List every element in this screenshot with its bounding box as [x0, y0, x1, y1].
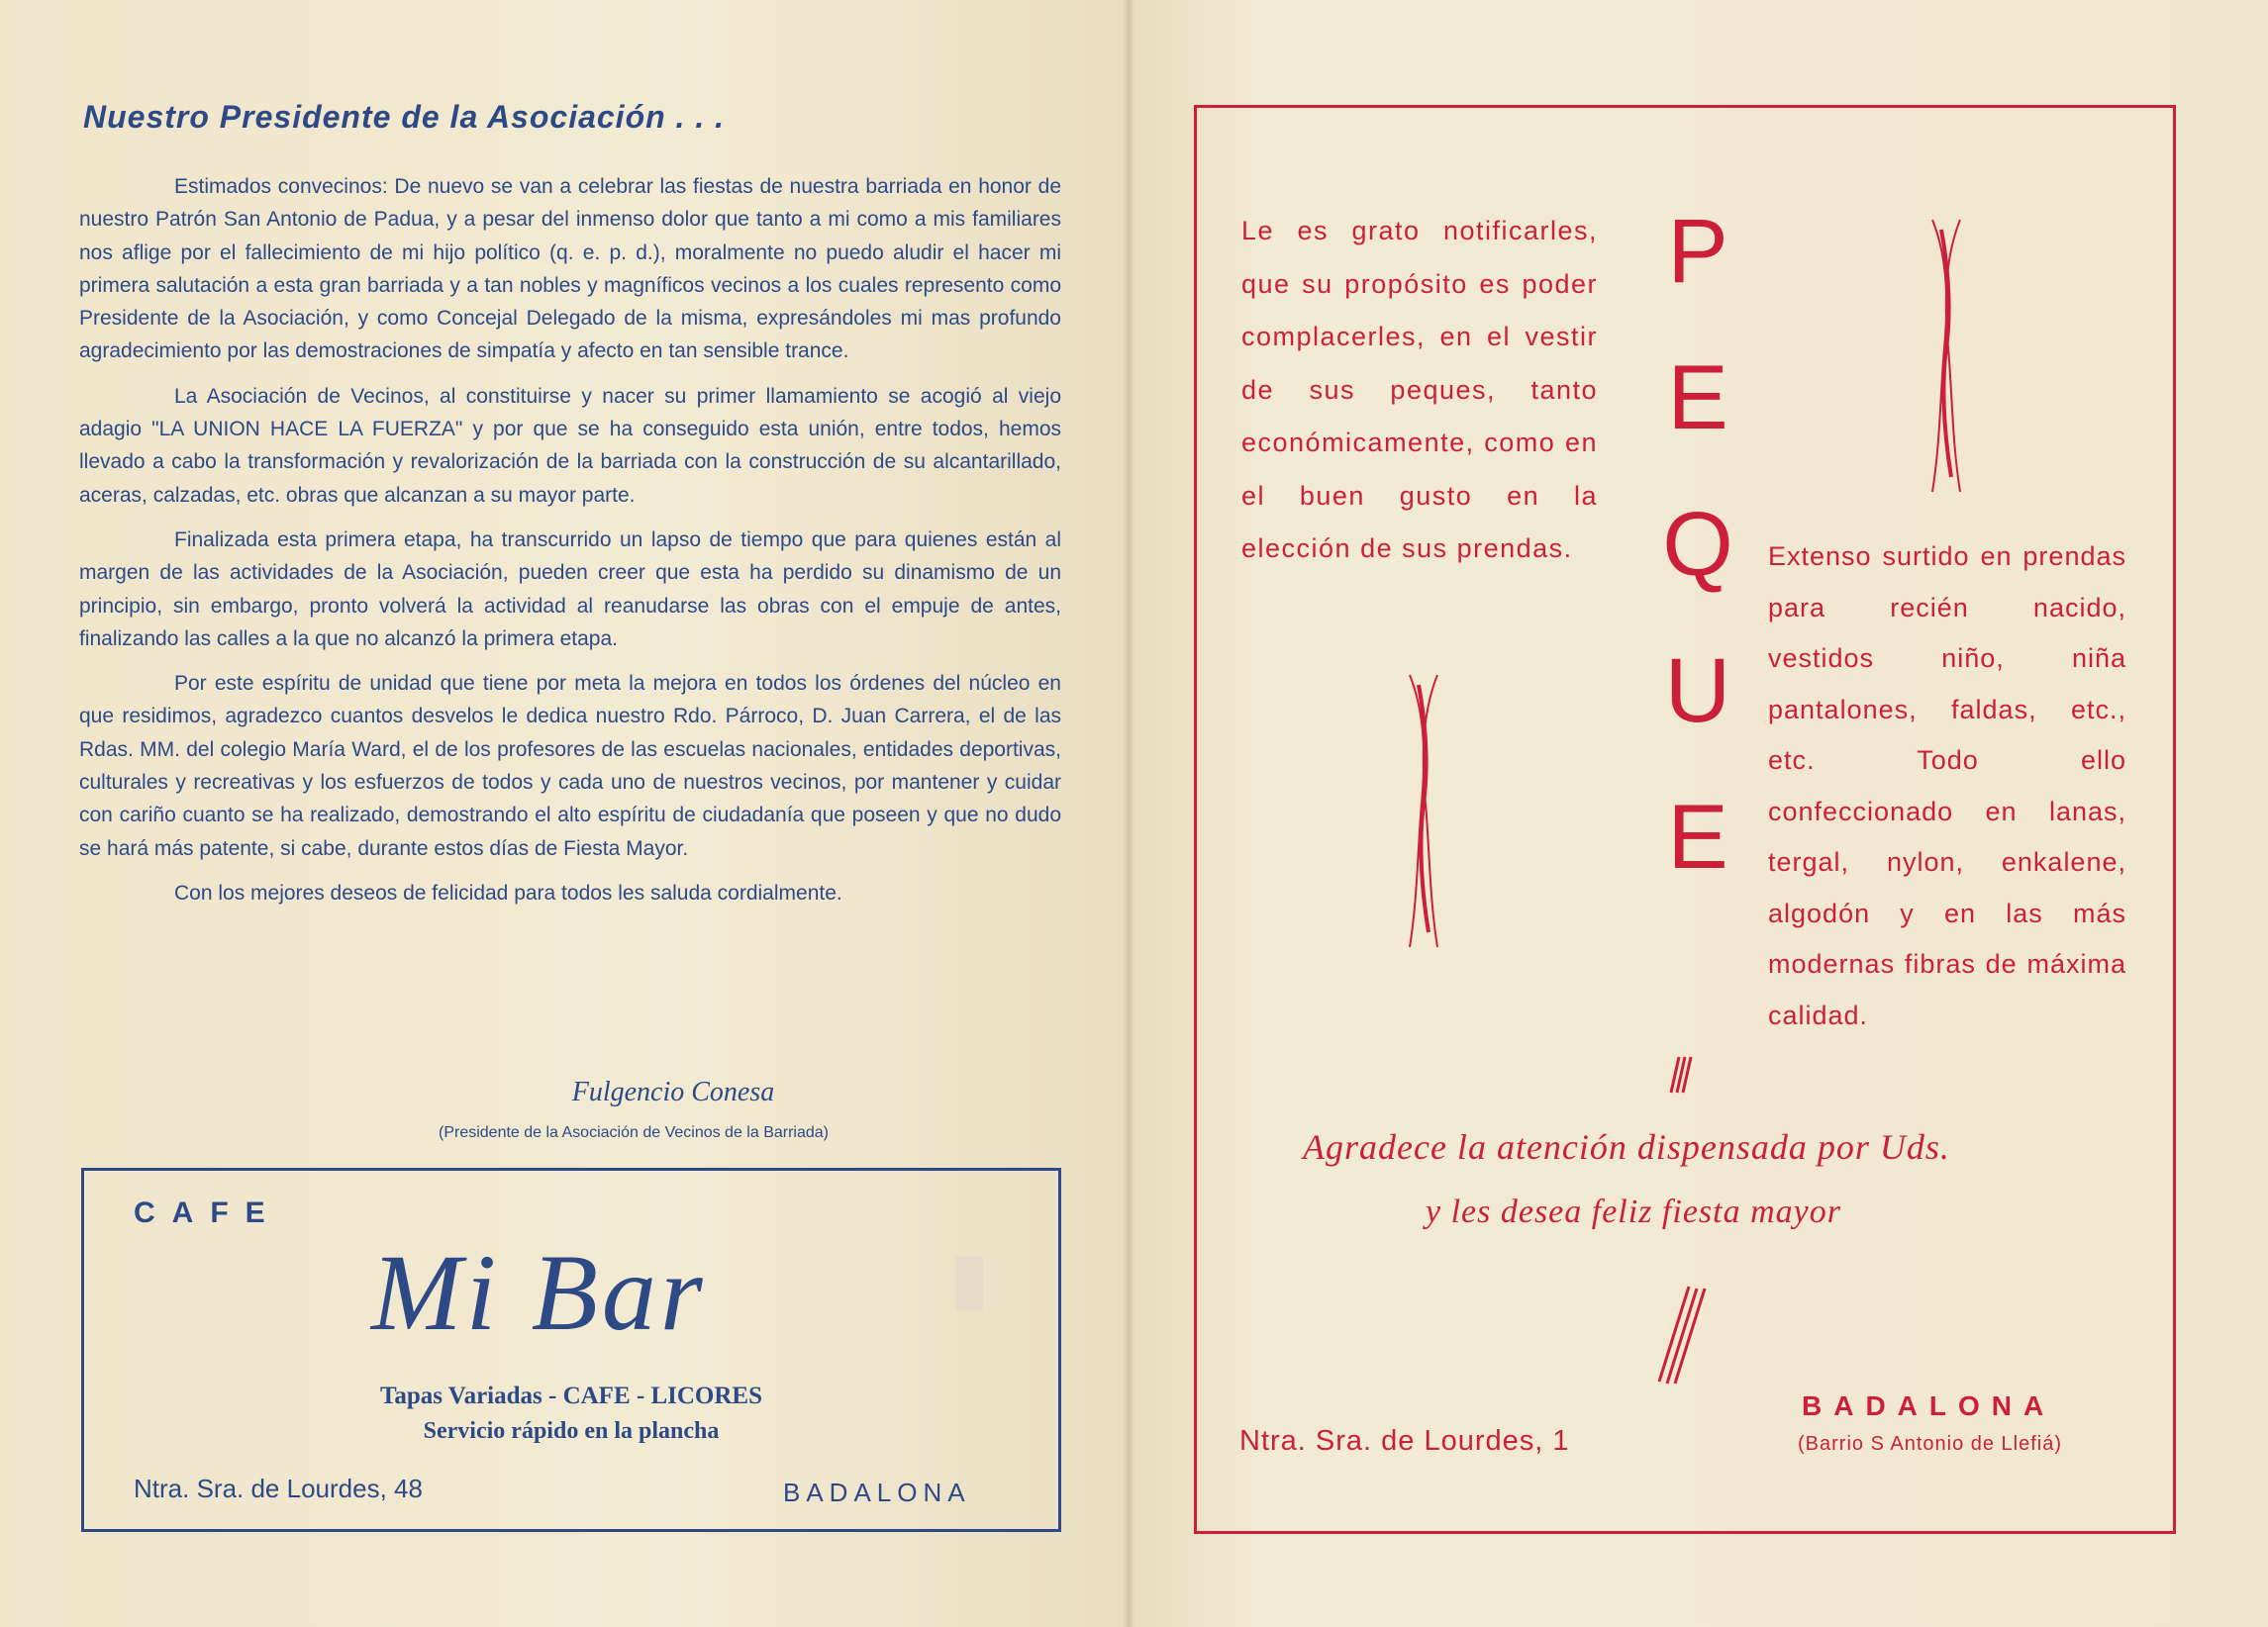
ad-label: CAFE [134, 1196, 282, 1229]
letter-paragraph: La Asociación de Vecinos, al constituirse y nacer su primer llamamiento se acogió al viejo adagio "LA UNION HACE LA FUERZA" y por que se ha conseguido esta unión, entre todos, hemos llevado a cabo la transformación y revalorización de la barriada con la construcción de su alcantarillado, aceras, calzadas, etc. obras que alcanzan a su mayor parte. [79, 384, 1061, 507]
ad-offer-line: Tapas Variadas - CAFE - LICORES [380, 1383, 762, 1409]
ad-city: BADALONA [783, 1478, 971, 1507]
brand-letter: U [1664, 640, 1731, 741]
ornament-icon [1926, 210, 1966, 497]
peque-notice: Le es grato notificarles, que su propósito es poder complacerles, en el vestir de sus peques, tanto económicamente, como en el buen gusto en la elección de sus prendas. [1241, 216, 1598, 563]
letter-paragraph: Con los mejores deseos de felicidad para todos les saluda cordialmente. [174, 881, 842, 905]
ad-brand-name: Mi Bar [371, 1232, 707, 1353]
peque-product-details: Extenso surtido en prendas para recién nacido, vestidos niño, niña pantalones, faldas, etc., etc. Todo ello confeccionado en lanas, tergal, nylon, enkalene, algodón y en las más modernas fibras de máxima calidad. [1768, 541, 2126, 1030]
peque-address: Ntra. Sra. de Lourdes, 1 [1239, 1425, 1570, 1457]
brand-letter: E [1667, 347, 1728, 448]
ornament-icon [1404, 665, 1443, 952]
brand-letter: E [1667, 787, 1728, 888]
letter-paragraph: Por este espíritu de unidad que tiene por meta la mejora en todos los órdenes del núcleo en que residimos, agradezco cuantos desvelos le dedica nuestro Rdo. Párroco, D. Juan Carrera, el de las Rdas. MM. del colegio María Ward, el de los profesores de las escuelas nacionales, entidades deportivas, culturales y recreativas y los esfuerzos de todos y cada uno de nuestros vecinos, por mantener y cuidar con cariño cuanto se ha realizado, demostrando el alto espíritu de ciudadanía que poseen y que no dudo se hará más patente, si cabe, durante estos días de Fiesta Mayor. [79, 672, 1061, 860]
brand-letter: P [1667, 201, 1728, 302]
center-fold [1123, 0, 1134, 1627]
triple-slash-icon [1663, 1055, 1693, 1095]
triple-slash-icon [1653, 1283, 1713, 1386]
cafe-advertisement [81, 1168, 1061, 1532]
signature-role: (Presidente de la Asociación de Vecinos de la Barriada) [438, 1124, 829, 1141]
signature-name: Fulgencio Conesa [571, 1077, 775, 1107]
peque-brand-name [1653, 178, 1742, 910]
wishes-line: y les desea feliz fiesta mayor [1426, 1194, 1841, 1230]
president-letter [79, 170, 1061, 921]
peque-district: (Barrio S Antonio de Llefiá) [1798, 1433, 2063, 1455]
peque-city: BADALONA [1802, 1390, 2056, 1421]
thanks-line: Agradece la atención dispensada por Uds. [1303, 1127, 1950, 1167]
page-title: Nuestro Presidente de la Asociación . . . [83, 99, 725, 135]
ad-address: Ntra. Sra. de Lourdes, 48 [134, 1474, 423, 1503]
ad-service-line: Servicio rápido en la plancha [423, 1418, 720, 1444]
letter-paragraph: Finalizada esta primera etapa, ha transcurrido un lapso de tiempo que para quienes están al margen de las actividades de la Asociación, pueden creer que esta ha perdido su dinamismo de un principio, sin embargo, pronto volverá la actividad al reanudarse las obras con el empuje de antes, finalizando las calles a la que no alcanzó la primera etapa. [79, 527, 1061, 650]
letter-paragraph: Estimados convecinos: De nuevo se van a celebrar las fiestas de nuestra barriada en honor de nuestro Patrón San Antonio de Padua, y a pesar del inmenso dolor que tanto a mi como a mis familiares nos aflige por el fallecimiento de mi hijo político (q. e. p. d.), moralmente no puedo aludir el hacer mi primera salutación a esta gran barriada y a tan nobles y magníficos vecinos a los cuales represento como Presidente de la Asociación, y como Concejal Delegado de la misma, expresándoles mi mas profundo agradecimiento por las demostraciones de simpatía y afecto en tan sensible trance. [79, 175, 1061, 363]
show-through-mark: ▮ [950, 1239, 1001, 1316]
brand-letter: Q [1662, 494, 1733, 595]
